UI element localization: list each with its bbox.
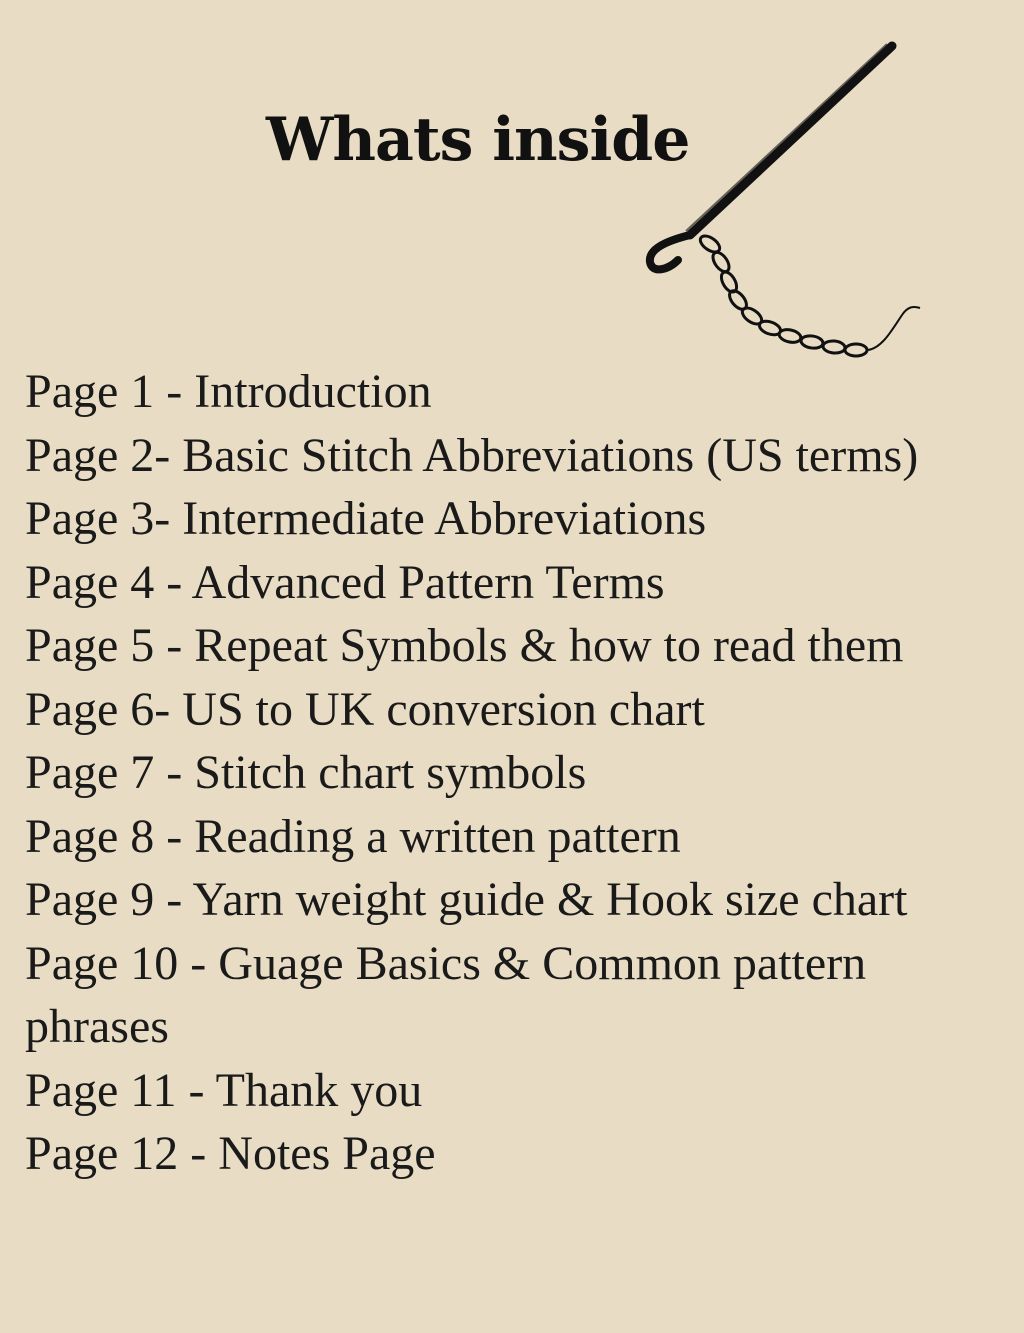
table-of-contents	[25, 360, 985, 1186]
toc-item: Page 10 - Guage Basics & Common pattern phrases	[25, 936, 867, 1053]
toc-item: Page 3- Intermediate Abbreviations	[25, 492, 707, 545]
toc-item: Page 9 - Yarn weight guide & Hook size chart	[25, 873, 908, 926]
toc-item: Page 11 - Thank you	[25, 1063, 423, 1117]
page-title: Whats inside	[266, 105, 690, 175]
toc-item: Page 7 - Stitch chart symbols	[25, 746, 587, 799]
toc-item: Page 1 - Introduction	[25, 365, 432, 418]
toc-item: Page 12 - Notes Page	[25, 1127, 436, 1180]
toc-item: Page 4 - Advanced Pattern Terms	[25, 555, 665, 609]
toc-item: Page 8 - Reading a written pattern	[25, 809, 681, 863]
toc-item: Page 2- Basic Stitch Abbreviations (US terms)	[25, 428, 919, 482]
toc-item: Page 5 - Repeat Symbols & how to read them	[25, 619, 904, 672]
toc-item: Page 6- US to UK conversion chart	[25, 682, 705, 736]
crochet-hook-with-chain-icon	[630, 30, 930, 375]
